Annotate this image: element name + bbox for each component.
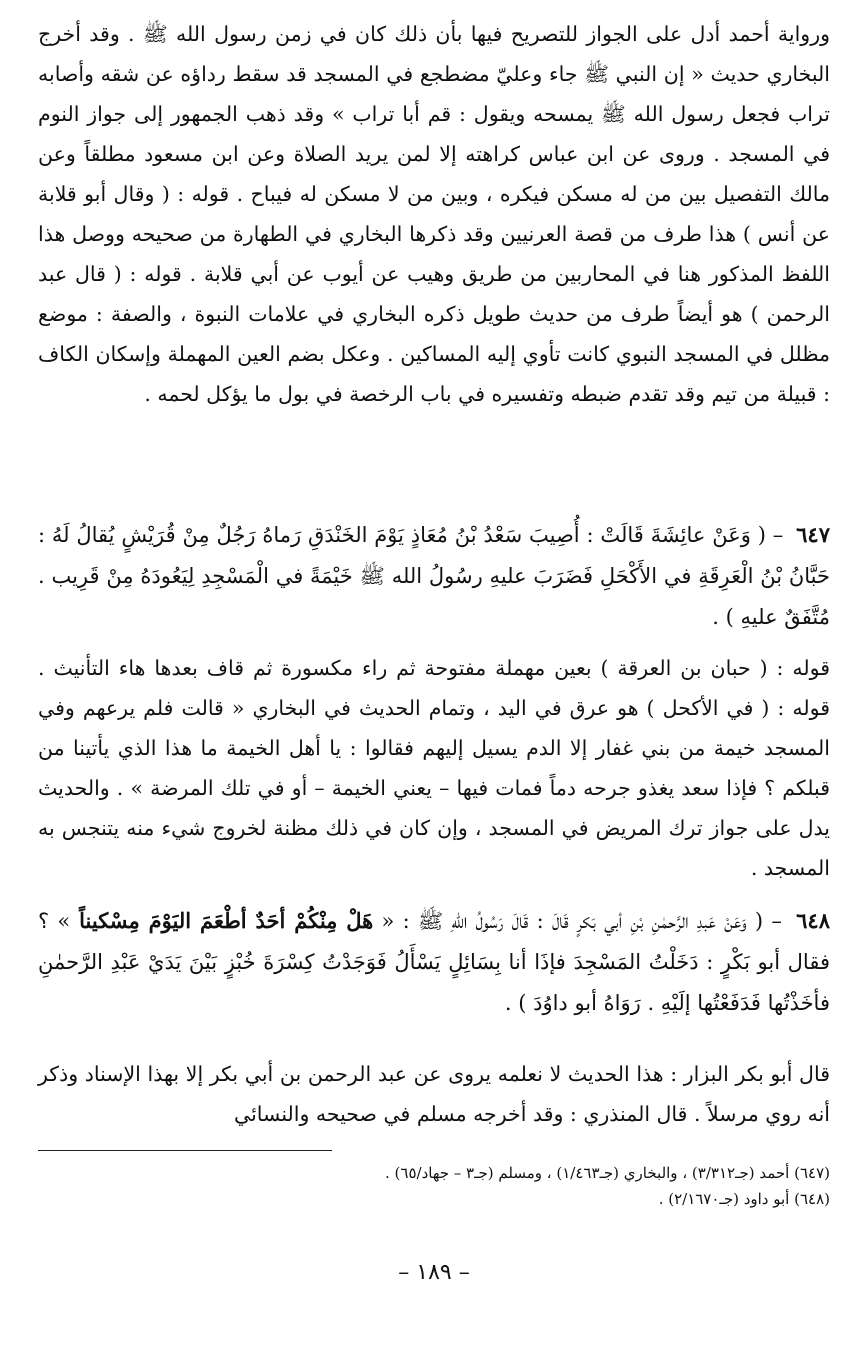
hadith-648 <box>38 900 830 1024</box>
hadith-text-648-bold: هَلْ مِنْكُمْ أحَدٌ أطْعَمَ اليَوْمَ مِسْكيناً <box>70 908 374 933</box>
hadith-647 <box>38 514 830 638</box>
page <box>38 14 830 1344</box>
footnote-divider <box>38 1150 332 1151</box>
hadith-number-647: ٦٤٧ <box>796 522 830 547</box>
footnotes <box>38 1160 830 1212</box>
hadith-text-648-end: » ؟ فقال أبو بَكْرٍ : دَخَلْتُ المَسْجِدَ فإذَا أنا بِسَائِلٍ يَسْأَلُ فَوَجَدْتُ كِسْرَةَ خُبْزٍ بَيْنَ يَدَيْ عَبْدِ الرَّحمٰنِ فأخَذْتُها فَدَفَعْتُها إلَيْهِ . رَوَاهُ أبو داوُدَ ) . <box>38 909 830 1015</box>
footnote-648: (٦٤٨) أبو داود (جـ٢/١٦٧٠) . <box>658 1190 830 1208</box>
commentary-647: قوله : ( حبان بن العرقة ) بعين مهملة مفتوحة ثم راء مكسورة ثم قاف بعدها هاء التأنيث . قوله : ( في الأكحل ) هو عرق في اليد ، وتمام الحديث في البخاري « قالت فلم يرعهم وفي المسجد خيمة من بني غفار إلا الدم يسيل إليهم فقالوا : يا أهل الخيمة ما هذا الذي يأتينا من قبلكم ؟ فإذا سعد يغذو جرحه دماً فمات فيها – يعني الخيمة – أو في تلك المرضة » . والحديث يدل على جواز ترك المريض في المسجد ، وإن كان في ذلك مظنة لخروج شيء منه يتنجس به المسجد . <box>38 656 830 880</box>
body-paragraph-top: ورواية أحمد أدل على الجواز للتصريح فيها بأن ذلك كان في زمن رسول الله ﷺ . وقد أخرج البخاري حديث « إن النبي ﷺ جاء وعليّ مضطجع في المسجد قد سقط رداؤه عن شقه وأصابه تراب فجعل رسول الله ﷺ يمسحه ويقول : قم أبا تراب » وقد ذهب الجمهور إلى جواز النوم في المسجد . وروى عن ابن عباس كراهته إلا لمن يريد الصلاة وعن ابن مسعود مطلقاً وعن مالك التفصيل بين من له مسكن فيكره ، وبين من لا مسكن له فيباح . قوله : ( وقال أبو قلابة عن أنس ) هذا طرف من قصة العرنيين وقد ذكرها البخاري في الطهارة من صحيحه ووصل هذا اللفظ المذكور هنا في المحاربين من طريق وهيب عن أيوب عن أبي قلابة . قوله : ( قال عبد الرحمن ) هو أيضاً طرف من حديث طويل ذكره البخاري في علامات النبوة ، والصفة : موضع مظلل في المسجد النبوي كانت تأوي إليه المساكين . وعكل بضم العين المهملة وإسكان الكاف : قبيلة من تيم وقد تقدم ضبطه وتفسيره في باب الرخصة في بول ما يؤكل لحمه . <box>38 22 830 406</box>
hadith-number-648: ٦٤٨ <box>796 908 830 933</box>
hadith-text-647: – ( وَعَنْ عائِشَةَ قَالَتْ : أُصِيبَ سَعْدُ بْنُ مُعَاذٍ يَوْمَ الخَنْدَقِ رَماهُ رَجُلٌ مِنْ قُرَيْشٍ يُقالُ لَهُ : حَبَّانُ بْنُ الْعَرِقَةِ في الأَكْحَلِ فَضَرَبَ عليهِ رسُولُ الله ﷺ خَيْمَةً في الْمَسْجِدِ لِيَعُودَهُ مِنْ قَرِيب . مُتَّفَقٌ عليهِ ) . <box>38 523 830 629</box>
commentary-648: قال أبو بكر البزار : هذا الحديث لا نعلمه يروى عن عبد الرحمن بن أبي بكر إلا بهذا الإسناد وذكر أنه روي مرسلاً . قال المنذري : وقد أخرجه مسلم في صحيحه والنسائي <box>38 1062 830 1126</box>
footnote-647: (٦٤٧) أحمد (جـ٣/٣١٢) ، والبخاري (جـ١/٤٦٣) ، ومسلم (جـ٣ – جهاد/٦٥) . <box>385 1164 830 1182</box>
hadith-text-648-start: – ( وَعَنْ عَبدِ الرَّحمٰنِ بْنِ أبي بَكرٍ قَالَ : قَالَ رَسُولُ اللهِ ﷺ : « <box>381 909 782 933</box>
page-number: – ١٨٩ – <box>398 1260 470 1285</box>
